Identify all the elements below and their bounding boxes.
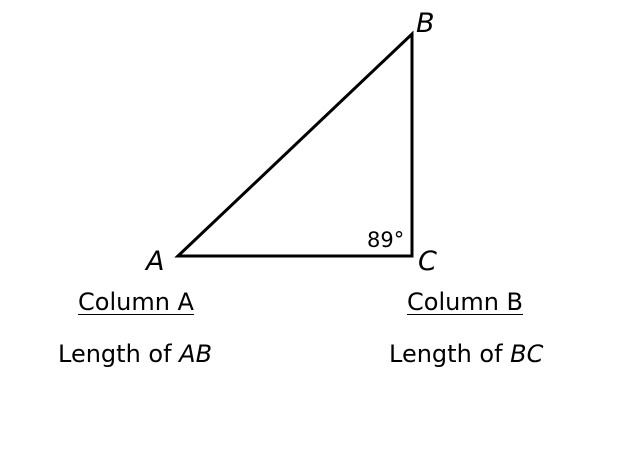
vertex-label-c: C (418, 246, 437, 277)
column-a-heading: Column A (78, 288, 194, 316)
vertex-label-a: A (146, 246, 165, 277)
column-b-prefix: Length of (389, 340, 511, 368)
column-b-heading: Column B (407, 288, 524, 316)
triangle-abc (178, 34, 412, 256)
vertex-label-b: B (416, 8, 435, 39)
angle-label-c: 89° (367, 228, 405, 252)
column-b-segment: BC (510, 340, 544, 368)
column-a-prefix: Length of (58, 340, 180, 368)
column-b-quantity (389, 340, 543, 368)
column-a-segment: AB (179, 340, 213, 368)
column-a-quantity (58, 340, 212, 368)
